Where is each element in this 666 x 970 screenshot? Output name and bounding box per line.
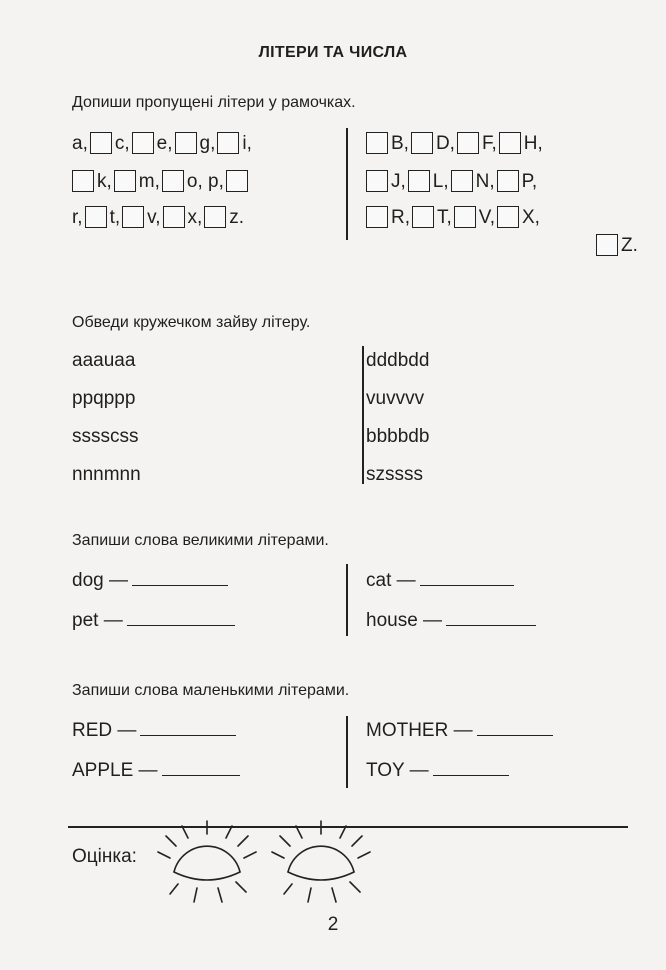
letter-text: H, bbox=[523, 133, 543, 154]
uppercase-row-2 bbox=[366, 170, 539, 193]
column-divider bbox=[346, 128, 348, 240]
letter-sequence: dddbdd bbox=[366, 350, 430, 371]
letter-box[interactable] bbox=[163, 206, 185, 228]
grade-label: Оцінка: bbox=[72, 846, 137, 867]
letter-sequence: aaauaa bbox=[72, 350, 136, 371]
word-prompt: APPLE — bbox=[72, 760, 158, 781]
letter-text: N, bbox=[475, 171, 495, 192]
lowercase-row-2 bbox=[72, 170, 251, 193]
answer-line[interactable] bbox=[446, 624, 536, 626]
letter-text: D, bbox=[435, 133, 455, 154]
answer-line[interactable] bbox=[433, 774, 509, 776]
letter-text: P, bbox=[521, 171, 538, 192]
letter-box[interactable] bbox=[497, 170, 519, 192]
word-task bbox=[72, 760, 240, 782]
letter-text: r, bbox=[72, 207, 83, 228]
letter-box[interactable] bbox=[132, 132, 154, 154]
letter-text: c, bbox=[114, 133, 130, 154]
letter-box[interactable] bbox=[454, 206, 476, 228]
lowercase-row-3 bbox=[72, 206, 246, 229]
word-task bbox=[366, 760, 509, 782]
answer-line[interactable] bbox=[132, 584, 228, 586]
letter-text: k, bbox=[97, 171, 112, 192]
letter-box[interactable] bbox=[366, 170, 388, 192]
letter-text: v, bbox=[147, 207, 161, 228]
uppercase-row-3 bbox=[366, 206, 542, 229]
letter-box[interactable] bbox=[366, 132, 388, 154]
column-divider bbox=[346, 716, 348, 788]
letter-text: T, bbox=[437, 207, 452, 228]
letter-box[interactable] bbox=[217, 132, 239, 154]
answer-line[interactable] bbox=[140, 734, 236, 736]
word-prompt: pet — bbox=[72, 610, 123, 631]
word-prompt: dog — bbox=[72, 570, 128, 591]
instruction-missing-letters: Допиши пропущені літери у рамочках. bbox=[72, 94, 356, 111]
instruction-lowercase: Запиши слова маленькими літерами. bbox=[72, 682, 350, 699]
letter-box[interactable] bbox=[175, 132, 197, 154]
letter-box[interactable] bbox=[366, 206, 388, 228]
word-task bbox=[366, 610, 536, 632]
letter-sequence: ppqppp bbox=[72, 388, 136, 409]
letter-text: J, bbox=[391, 171, 406, 192]
letter-sequence: bbbbdb bbox=[366, 426, 430, 447]
lowercase-row-1 bbox=[72, 132, 254, 155]
uppercase-row-tail bbox=[596, 234, 640, 257]
letter-text: F, bbox=[481, 133, 497, 154]
letter-box[interactable] bbox=[85, 206, 107, 228]
word-task bbox=[366, 570, 514, 592]
instruction-uppercase: Запиши слова великими літерами. bbox=[72, 532, 329, 549]
letter-text: x, bbox=[187, 207, 203, 228]
answer-line[interactable] bbox=[127, 624, 235, 626]
letter-text: m, bbox=[138, 171, 160, 192]
letter-sequence: vuvvvv bbox=[366, 388, 425, 409]
letter-text: V, bbox=[478, 207, 495, 228]
sun-icon[interactable] bbox=[266, 818, 376, 908]
page-number: 2 bbox=[327, 914, 339, 935]
uppercase-row-1 bbox=[366, 132, 545, 155]
letter-box[interactable] bbox=[497, 206, 519, 228]
answer-line[interactable] bbox=[420, 584, 514, 586]
letter-box[interactable] bbox=[122, 206, 144, 228]
word-prompt: MOTHER — bbox=[366, 720, 473, 741]
letter-box[interactable] bbox=[72, 170, 94, 192]
word-task bbox=[72, 610, 235, 632]
letter-sequence: sssscss bbox=[72, 426, 139, 447]
word-prompt: TOY — bbox=[366, 760, 429, 781]
letter-box[interactable] bbox=[457, 132, 479, 154]
letter-box[interactable] bbox=[114, 170, 136, 192]
word-prompt: RED — bbox=[72, 720, 137, 741]
letter-text: L, bbox=[432, 171, 449, 192]
instruction-odd-letter: Обведи кружечком зайву літеру. bbox=[72, 314, 311, 331]
letter-box[interactable] bbox=[499, 132, 521, 154]
letter-box[interactable] bbox=[226, 170, 248, 192]
letter-box[interactable] bbox=[408, 170, 430, 192]
letter-box[interactable] bbox=[412, 206, 434, 228]
letter-text: B, bbox=[391, 133, 409, 154]
word-task bbox=[72, 720, 236, 742]
letter-text: t, bbox=[109, 207, 121, 228]
letter-box[interactable] bbox=[162, 170, 184, 192]
word-task bbox=[72, 570, 228, 592]
column-divider bbox=[346, 564, 348, 636]
letter-text: a, bbox=[72, 133, 88, 154]
word-prompt: cat — bbox=[366, 570, 416, 591]
letter-box[interactable] bbox=[596, 234, 618, 256]
letter-box[interactable] bbox=[204, 206, 226, 228]
answer-line[interactable] bbox=[477, 734, 553, 736]
letter-text: X, bbox=[522, 207, 540, 228]
letter-box[interactable] bbox=[451, 170, 473, 192]
page-title: ЛІТЕРИ ТА ЧИСЛА bbox=[258, 44, 408, 61]
letter-text: e, bbox=[156, 133, 173, 154]
letter-text: i, bbox=[242, 133, 252, 154]
letter-box[interactable] bbox=[90, 132, 112, 154]
sun-icon[interactable] bbox=[152, 818, 262, 908]
letter-text: z. bbox=[229, 207, 245, 228]
letter-text: o, p, bbox=[186, 171, 224, 192]
word-prompt: house — bbox=[366, 610, 443, 631]
column-divider bbox=[362, 346, 364, 484]
letter-box[interactable] bbox=[411, 132, 433, 154]
letter-text: g, bbox=[199, 133, 216, 154]
letter-text: R, bbox=[391, 207, 410, 228]
letter-sequence: nnnmnn bbox=[72, 464, 141, 485]
letter-text: Z. bbox=[621, 235, 638, 256]
letter-sequence: szssss bbox=[366, 464, 423, 485]
word-task bbox=[366, 720, 553, 742]
answer-line[interactable] bbox=[162, 774, 240, 776]
